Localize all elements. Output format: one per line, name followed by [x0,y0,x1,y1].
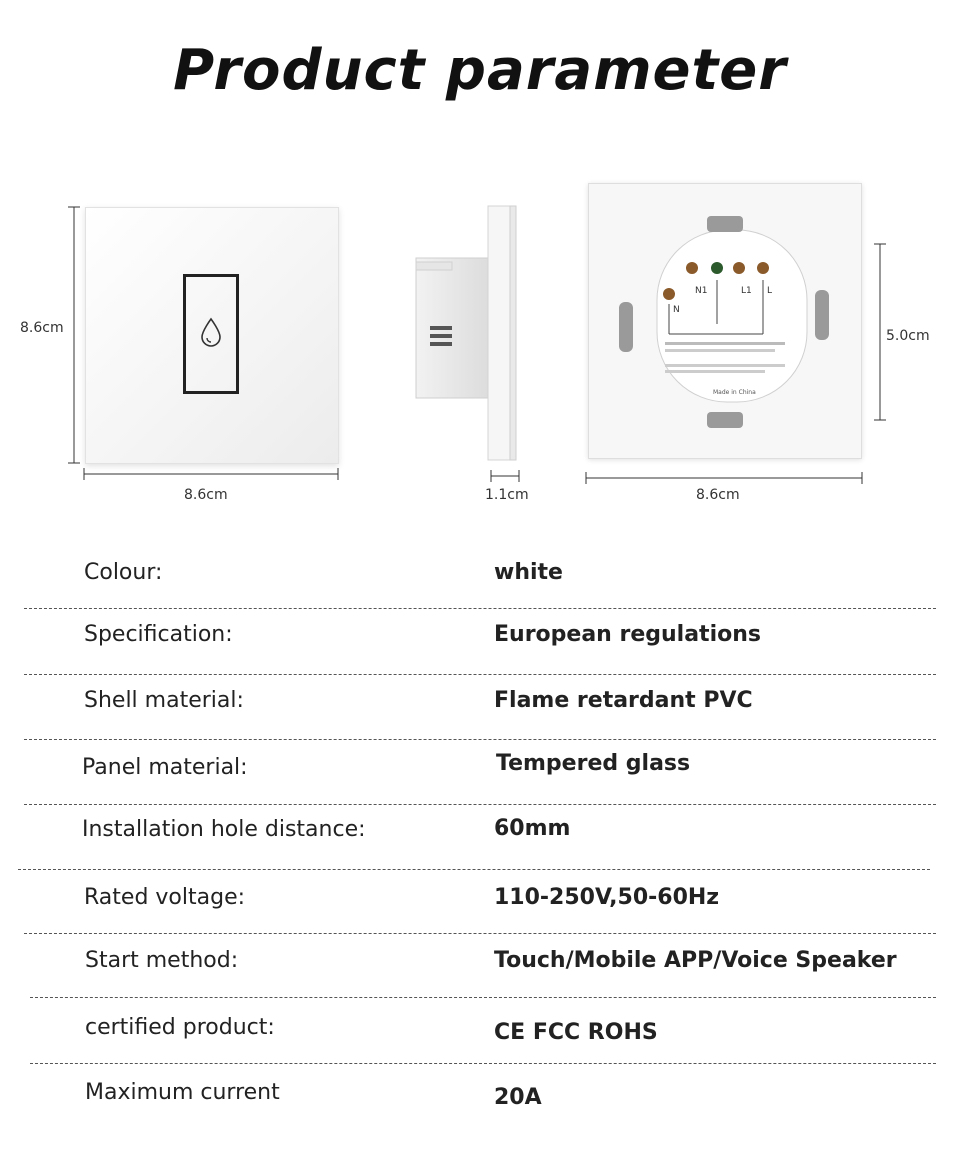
touch-button[interactable] [183,274,239,394]
spec-label-colour: Colour: [84,560,163,585]
row-separator [24,933,936,934]
row-separator [18,869,930,870]
back-width-label: 8.6cm [696,487,740,503]
spec-value-maximum-current: 20A [494,1085,542,1110]
spec-value-colour: white [494,560,563,585]
front-panel [85,207,339,464]
front-width-label: 8.6cm [184,487,228,503]
row-separator [24,804,936,805]
spec-label-start-method: Start method: [85,948,239,973]
spec-value-installation-hole-distance: 60mm [494,816,571,841]
row-separator [24,608,936,609]
side-depth-dimension-line [488,468,522,484]
side-view [410,200,530,470]
terminal-label-l1: L1 [741,286,752,296]
spec-label-certified-product: certified product: [85,1015,275,1040]
terminal-label-n1: N1 [695,286,708,296]
spec-label-maximum-current: Maximum current [85,1080,280,1105]
spec-value-rated-voltage: 110-250V,50-60Hz [494,885,720,910]
terminal-label-l: L [767,286,773,296]
spec-value-panel-material: Tempered glass [496,751,691,776]
spec-label-shell-material: Shell material: [84,688,244,713]
spec-value-shell-material: Flame retardant PVC [494,688,753,713]
side-depth-label: 1.1cm [485,487,529,503]
spec-label-rated-voltage: Rated voltage: [84,885,246,910]
front-height-label: 8.6cm [20,320,64,336]
row-separator [24,674,936,675]
page-title: Product parameter [173,38,787,103]
spec-value-certified-product: CE FCC ROHS [494,1020,658,1045]
spec-value-specification: European regulations [494,622,761,647]
front-width-dimension-line [82,466,340,482]
spec-label-installation-hole-distance: Installation hole distance: [82,817,366,842]
made-in-label: Made in China [713,389,756,396]
spec-value-start-method: Touch/Mobile APP/Voice Speaker [494,948,897,973]
spec-label-specification: Specification: [84,622,233,647]
front-height-dimension-line [64,205,84,467]
spec-label-panel-material: Panel material: [82,755,248,780]
terminal-label-n: N [673,305,680,315]
back-panel-details [589,184,861,458]
back-height-label: 5.0cm [886,328,930,344]
back-panel [588,183,862,459]
row-separator [24,739,936,740]
back-width-dimension-line [584,470,864,486]
row-separator [30,1063,936,1064]
row-separator [30,997,936,998]
water-drop-icon [199,317,223,347]
